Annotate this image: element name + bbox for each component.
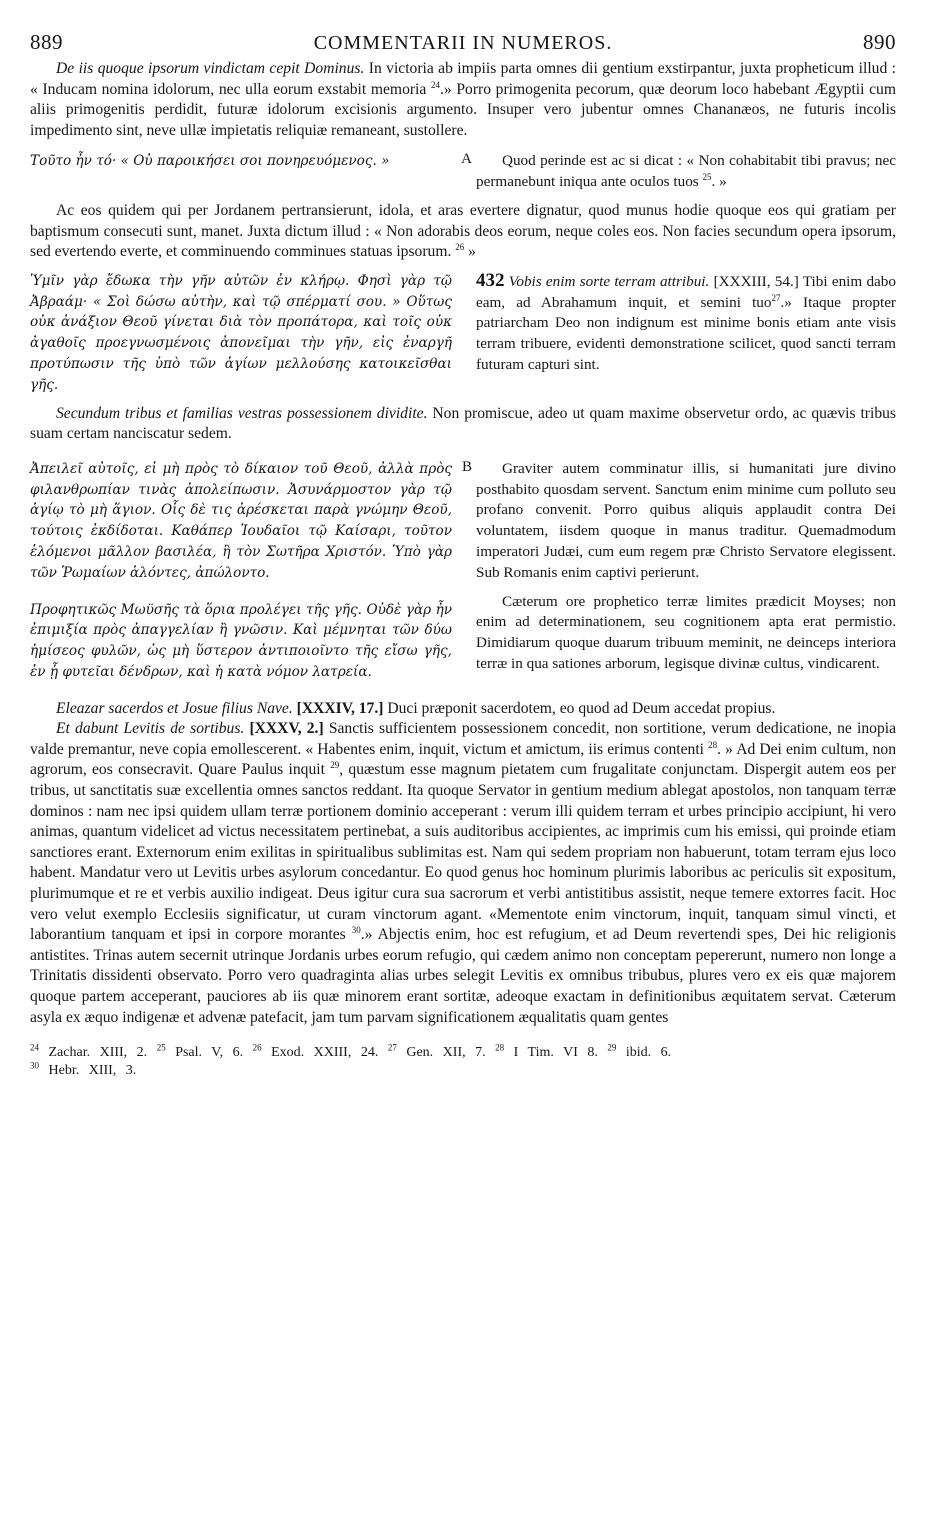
margin-number-432: 432 xyxy=(476,269,505,291)
footnote-ref-27: 27 xyxy=(771,292,781,303)
greek-column-3 xyxy=(30,458,472,683)
footnote-text: ibid. 6. xyxy=(625,1045,672,1061)
footnote-28 xyxy=(495,1042,598,1061)
column-marker-b: B xyxy=(461,458,472,475)
paragraph-4 xyxy=(30,699,896,720)
column-marker-a: A xyxy=(461,151,472,168)
latin-text-2-b: .» Itaque propter patriarcham Deo non indignum est minime bonis etiam ante visis terram tribuere, evidenti demonstratione scilicet, quod sancti terram futuram capturi sint. xyxy=(476,293,896,373)
footnote-ref-30: 30 xyxy=(351,925,361,936)
footnote-number: 30 xyxy=(30,1060,39,1071)
latin-text-1 xyxy=(476,151,896,193)
latin-text-3a: Graviter autem comminatur illis, si humanitati jure divino posthabito quosdam servent. Sanctum enim minime cum polluto seu profano convenit. Porro quibus aliquis applaudit contra Dei voluntatem, iisdem quoque in manus traditur. Quemadmodum imperatori Judæi, cum eum regem præ Christo Servatore elegissent. Sub Romanis enim captivi perierunt. xyxy=(476,459,896,581)
footnote-text: Psal. V, 6. xyxy=(175,1045,244,1061)
greek-column-1 xyxy=(30,151,472,193)
greek-text-2: Ὑμῖν γὰρ ἔδωκα τὴν γῆν αὐτῶν ἐν κλήρῳ. Φησὶ γὰρ τῷ Ἀβραάμ· « Σοὶ δώσω αὐτὴν, καὶ τῷ σπέρματί σου. » Οὕτως οὐκ ἀνάξιον Θεοῦ γίνεται διὰ τὸν προπάτορα, καὶ τοῖς οὐκ ἀγαθοῖς προεγνωσμένοις ἀπονεῖμαι τὴν γῆν, εἰς ἐναργῆ προτύπωσιν τῆς ὑπὸ τῶν ἁγίων μελλούσης κατοικεῖσθαι γῆς. xyxy=(30,272,452,393)
footnote-number: 25 xyxy=(156,1042,166,1053)
intro-paragraph xyxy=(30,59,896,141)
footnote-text: I Tim. VI 8. xyxy=(513,1045,598,1061)
latin-lemma-2: Vobis enim sorte terram attribui. xyxy=(504,272,710,290)
footnote-text: Zachar. XIII, 2. xyxy=(48,1045,148,1061)
footnote-29 xyxy=(607,1042,672,1061)
parallel-block-3 xyxy=(30,459,896,683)
paragraph-3 xyxy=(30,404,896,445)
footnote-number: 27 xyxy=(387,1042,397,1053)
footnote-number: 29 xyxy=(607,1042,617,1053)
page-number-left: 889 xyxy=(30,30,63,54)
scripture-ref-xxxv: [XXXV, 2.] xyxy=(244,720,324,738)
intro-text-b: .» Porro primogenita pecorum, quæ deorum loco habebant Ægyptii cum aliis primogenitis perdidit, futuræ idolorum excisionis argumento. Insuper vero jubentur omnes Chananæos, ne futuris incolis impedimento sint, neve ullæ impietatis reliquiæ remaneant, sustollere. xyxy=(30,80,896,139)
footnote-text: Gen. XII, 7. xyxy=(406,1045,486,1061)
footnote-ref-28: 28 xyxy=(708,739,718,750)
para3-lemma: Secundum tribus et familias vestras possessionem dividite. xyxy=(56,404,428,422)
para4-lemma: Eleazar sacerdos et Josue filius Nave. xyxy=(56,699,293,717)
latin-text-3b: Cæterum ore prophetico terræ limites prædicit Moyses; non enim ad determinationem, seu cognitionem apta erat permistio. Dimidiarum quoque duarum tribuum meminit, ne deinceps interiora terræ in qua sationes arborum, legisque divinæ cultus, vindicarent. xyxy=(476,592,896,672)
paragraph-5 xyxy=(30,719,896,1028)
page-number-right: 890 xyxy=(863,30,896,54)
footnote-ref-24: 24 xyxy=(430,79,440,90)
footnote-number: 26 xyxy=(252,1042,262,1053)
footnote-30 xyxy=(30,1060,137,1079)
para5-lemma: Et dabunt Levitis de sortibus. xyxy=(56,720,245,738)
footnote-text: Exod. XXIII, 24. xyxy=(271,1045,379,1061)
para5-text-c: , quæstum esse magnum pietatem cum frugalitate conjunctam. Dispergit autem eos per tribus, ut sanctitatis suæ excellentia omnes sanctos reddant. Ita quoque Servator in gentium medium ablegat apostolos, non tanquam terræ dominos : nam nec ipsi quidem ullam terræ portionem dominio acceperant : verum illi quidem terram et urbes principio accipiunt, hi vero animas, quantum videlicet ad victus necessitatem pertinebat, a suis auditoribus accipientes, ac imprimis cum his emissi, qui proinde etiam sanctiores erant. Externorum enim exilitas in spiritualibus sublimitas est. Nam qui sedem propriam non habuerunt, totam terram ejus loco habent. Mandatur vero ut Levitis urbes asylorum concedantur. Eo quod genus hoc hominum plurimis laboribus ac periculis sit expositum, plurimumque et re et verbis auxilio indigeat. Deus igitur cura sua sacrorum et verbi antistitibus assistit, neque temere extorres facit. Hoc vero velut exemplo Ecclesiis significatur, ut curam vinctorum agant. «Mementote enim vinctorum, inquit, tanquam simul vincti, et laborantium tanquam et ipsi in corpore morantes xyxy=(30,761,896,944)
intro-text-a: In victoria ab impiis parta omnes dii gentium exstirpantur, juxta propheticum illud : « Inducam nomina idolorum, nec ulla eorum exstabit memoria xyxy=(30,60,897,98)
para2-text-a: Ac eos quidem qui per Jordanem pertransierunt, idola, et aras evertere dignatur, quod munus hodie quoque eos qui gratiam per baptismum consecuti sunt, manet. Juxta dictum illud : « Non adorabis deos eorum, neque coles eos. Non facies secundum opera ipsorum, sed evertendo everte, et comminuendo comminues statuas ipsorum. xyxy=(30,201,896,261)
para2-text-b: » xyxy=(464,243,476,261)
running-header xyxy=(30,30,896,55)
scripture-ref-xxxiii: [XXXIII, 54.] xyxy=(709,272,799,290)
latin-column-1 xyxy=(476,151,896,193)
page xyxy=(30,30,896,1080)
footnote-24 xyxy=(30,1042,148,1061)
footnote-25 xyxy=(156,1042,244,1061)
latin-text-1-end: . » xyxy=(711,173,727,191)
para5-text-a: Sanctis sufficientem possessionem concedit, non sortitione, verum dedicatione, ne inopia valde premantur, neve copia emollescerent. « Habentes enim, inquit, victum et amictum, iis erimus contenti xyxy=(30,720,896,758)
para3-text: Non promiscue, adeo ut quam maxime observetur ordo, ac quævis tribus suam certam nanciscatur sedem. xyxy=(30,404,896,443)
greek-text-3a: Ἀπειλεῖ αὐτοῖς, εἰ μὴ πρὸς τὸ δίκαιον τοῦ Θεοῦ, ἀλλὰ πρὸς φιλανθρωπίαν τινὰς ἀπολείπωσιν. Ἀσυνάρμοστον γὰρ τῷ ἁγίῳ τὸ μὴ ἅγιον. Οἷς δὲ τις ἀρέσκεται παρὰ γνώμην Θεοῦ, τούτοις ἐκδίδοται. Καθάπερ Ἰουδαῖοι τῷ Καίσαρι, τοῦτον ἑλόμενοι μᾶλλον βασιλέα, ἢ τὸν Σωτῆρα Χριστόν. Ὑπὸ γὰρ τῶν Ῥωμαίων ἁλόντες, ἀπώλοντο. xyxy=(30,460,452,581)
footnote-ref-25: 25 xyxy=(702,172,712,183)
para5-text-b: . » Ad Dei enim cultum, non agrorum, eos consecravit. Quare Paulus inquit xyxy=(30,740,897,779)
footnote-ref-29: 29 xyxy=(330,760,340,771)
latin-column-2 xyxy=(476,271,896,396)
para4-text: Duci præponit sacerdotem, eo quod ad Deum accedat propius. xyxy=(383,699,776,717)
parallel-block-2 xyxy=(30,271,896,396)
footnote-number: 28 xyxy=(495,1042,505,1053)
latin-text-2 xyxy=(476,271,896,376)
greek-column-2 xyxy=(30,271,452,396)
greek-text-1: Τοῦτο ἦν τό· « Οὐ παροικήσει σοι πονηρευόμενος. » xyxy=(30,153,390,170)
latin-text-2-a: Tibi enim dabo eam, ad Abrahamum inquit, et semini tuo xyxy=(476,272,896,311)
footnote-26 xyxy=(252,1042,379,1061)
footnote-text: Hebr. XIII, 3. xyxy=(48,1063,137,1079)
footnote-27 xyxy=(387,1042,486,1061)
scripture-ref-xxxiv: [XXXIV, 17.] xyxy=(292,699,384,717)
paragraph-2 xyxy=(30,201,896,263)
footnote-ref-26: 26 xyxy=(455,241,465,252)
footnotes xyxy=(30,1044,896,1080)
parallel-block-1 xyxy=(30,151,896,193)
greek-text-3b: Προφητικῶς Μωϋσῆς τὰ ὅρια προλέγει τῆς γῆς. Οὐδὲ γὰρ ἦν ἐπιμιξία πρὸς ἀπαγγελίαν ἢ γνῶσιν. Καὶ μέμνηται τῶν δύω ἡμίσεος φυλῶν, ὡς μὴ ὕστερον ἀντιποιοῖντο τῆς εἴσω γῆς, ἐν ᾗ φυτεῖαι δένδρων, καὶ ἡ κατὰ νόμον λατρεία. xyxy=(30,601,452,680)
running-title: COMMENTARII IN NUMEROS. xyxy=(313,32,613,54)
latin-text-1-body: Quod perinde est ac si dicat : « Non cohabitabit tibi pravus; nec permanebunt iniqua ante oculos tuos xyxy=(476,152,896,191)
footnote-number: 24 xyxy=(30,1042,39,1053)
latin-column-3 xyxy=(476,459,896,683)
intro-lemma: De iis quoque ipsorum vindictam cepit Dominus. xyxy=(56,60,365,77)
para5-text-d: .» Abjectis enim, hoc est refugium, et ad Deum revertendi spes, Dei hic religionis antistites. Trinas autem secernit utrinque Jordanis urbes eorum refugio, qui cædem animo non conceptam pepererunt, numero non longe a Trinitatis dissidenti observato. Porro vero quadraginta alias urbes selegit Levitis ex omnibus tribubus, plures vero ex eis quæ majorem quoque partem acceperant, pauciores ab iis quæ minorem erant sortitæ, adeoque exactam in definitionibus æquitatem servat. Cæterum asyla ex æquo indigenæ et advenæ patefacit, jam tum parvam significationem æqualitatis quam gentes xyxy=(30,926,896,1026)
